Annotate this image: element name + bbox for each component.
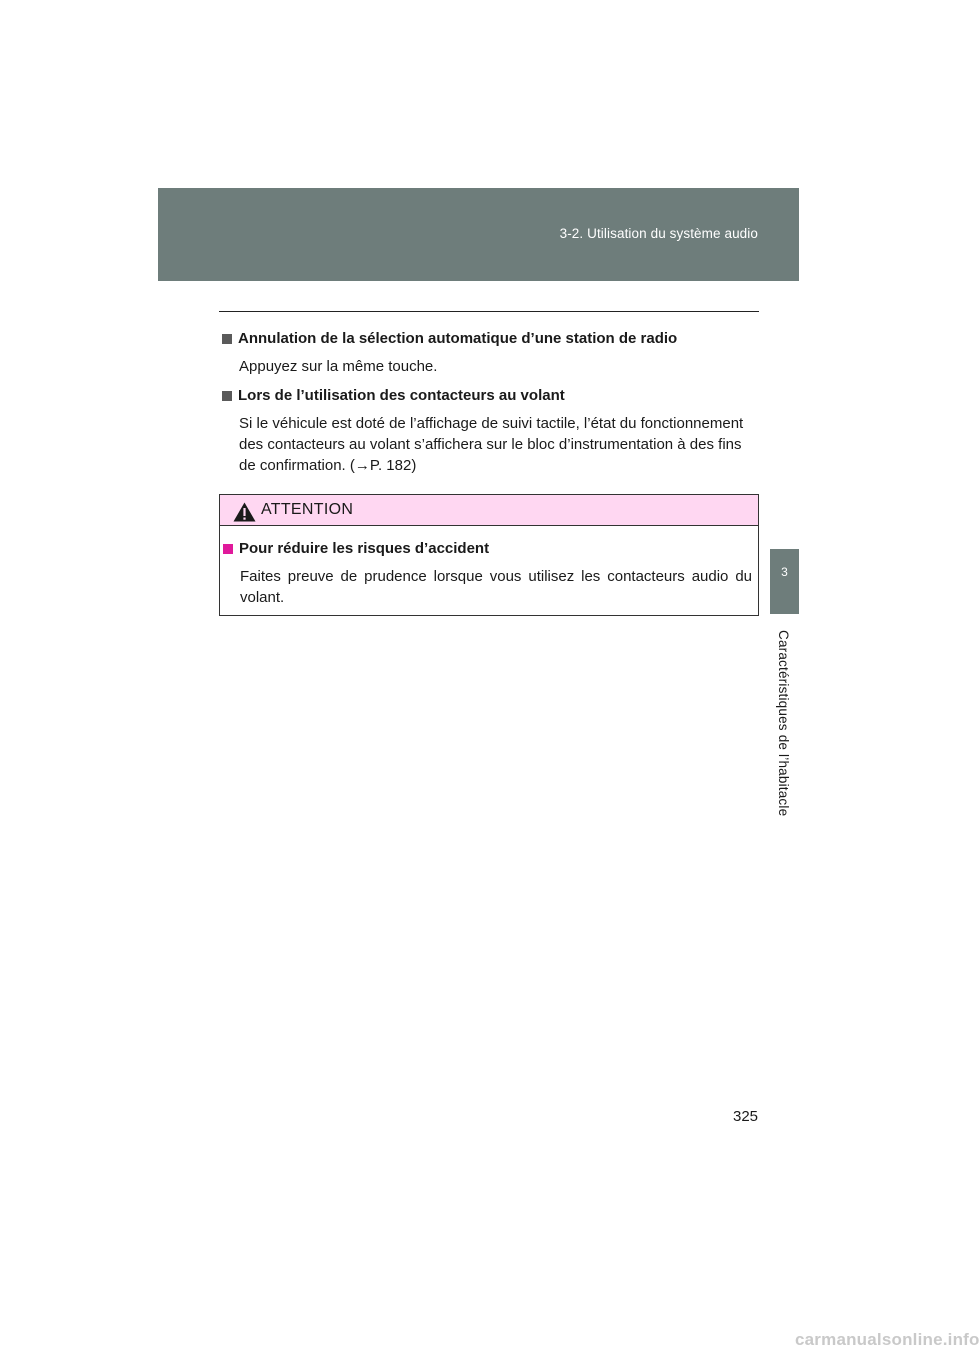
page-number: 325: [733, 1108, 759, 1125]
body-line: Si le véhicule est doté de l’affichage de suivi tactile, l’état du fonctionnement: [239, 415, 744, 432]
chapter-number: 3: [781, 565, 788, 579]
warning-heading: [223, 538, 752, 559]
section-radio-cancel: [222, 328, 760, 377]
chapter-title: Caractéristiques de l’habitacle: [776, 630, 791, 817]
main-content: [222, 328, 760, 476]
section-heading: [222, 328, 760, 349]
header-band: [158, 188, 799, 281]
warning-box: [219, 494, 759, 616]
section-body: Appuyez sur la même touche.: [239, 358, 438, 375]
warning-heading-text: Pour réduire les risques d’accident: [239, 540, 490, 557]
pink-square-bullet-icon: [223, 544, 233, 554]
warning-header: [220, 495, 758, 526]
section-heading-text: Annulation de la sélection automatique d’une station de radio: [238, 330, 678, 347]
section-body: [239, 413, 760, 476]
square-bullet-icon: [222, 391, 232, 401]
section-heading-text: Lors de l’utilisation des contacteurs au volant: [238, 387, 565, 404]
divider-rule: [219, 311, 759, 312]
section-steering-switches: [222, 385, 760, 476]
chapter-tab: [770, 549, 799, 614]
watermark: carmanualsonline.info: [795, 1330, 980, 1349]
warning-title: ATTENTION: [261, 501, 354, 518]
body-line: de confirmation. (→P. 182): [239, 457, 417, 474]
square-bullet-icon: [222, 334, 232, 344]
body-line: des contacteurs au volant s’affichera sur le bloc d’instrumentation à des fins: [239, 436, 742, 453]
section-heading: [222, 385, 760, 406]
warning-text: Faites preuve de prudence lorsque vous utilisez les contacteurs audio du volant.: [240, 568, 752, 606]
section-title: 3-2. Utilisation du système audio: [559, 226, 758, 241]
warning-triangle-icon: [233, 502, 256, 522]
warning-body: [220, 526, 758, 608]
